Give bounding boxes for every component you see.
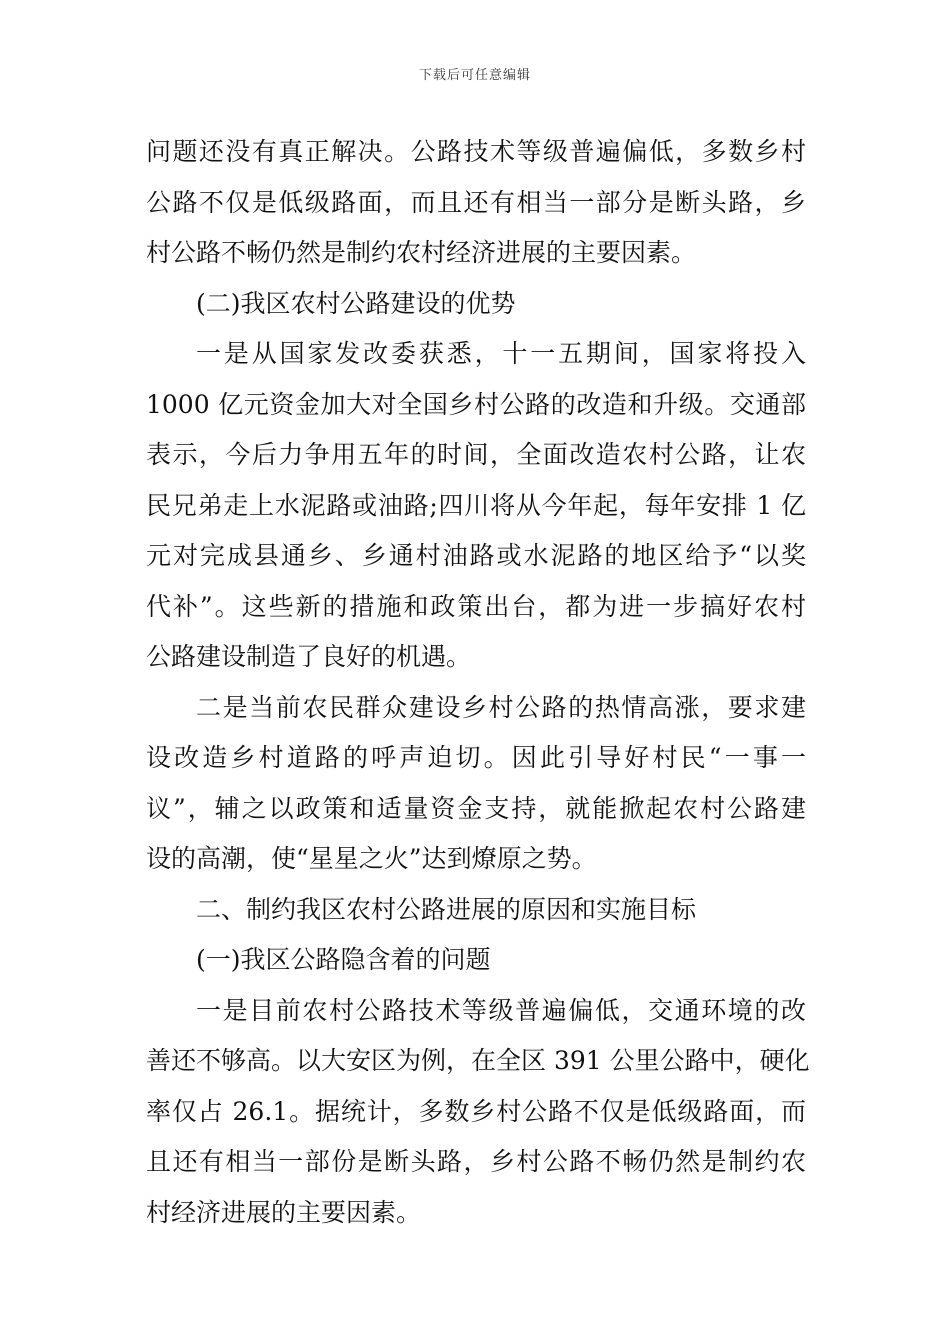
text-line: 村公路不畅仍然是制约农村经济进展的主要因素。 <box>146 238 697 267</box>
paragraph-problem-one <box>146 986 810 1239</box>
text-line: 二、制约我区农村公路进展的原因和实施目标 <box>196 894 697 924</box>
section-heading-problems <box>146 935 806 986</box>
text-line: 率仅占 26.1。据统计，多数乡村公路不仅是低级路面，而 <box>146 1096 806 1126</box>
text-line: 元对完成县通乡、乡通村油路或水泥路的地区给予“以奖 <box>146 541 806 570</box>
text-line: (二)我区农村公路建设的优势 <box>196 288 516 318</box>
text-line: 1000 亿元资金加大对全国乡村公路的改造和升级。交通部 <box>146 389 806 419</box>
text-line: 设的高潮，使“星星之火”达到燎原之势。 <box>146 844 597 873</box>
text-line: 表示，今后力争用五年的时间，全面改造农村公路，让农 <box>146 440 806 469</box>
text-line: 村经济进展的主要因素。 <box>146 1197 422 1227</box>
text-line: 公路不仅是低级路面，而且还有相当一部分是断头路，乡 <box>146 187 806 217</box>
text-line: 民兄弟走上水泥路或油路;四川将从今年起，每年安排 1 亿 <box>146 490 806 520</box>
text-line: 设改造乡村道路的呼声迫切。因此引导好村民“一事一 <box>146 743 806 772</box>
text-line: 一是从国家发改委获悉，十一五期间，国家将投入 <box>196 339 806 368</box>
text-line: 且还有相当一部份是断头路，乡村公路不畅仍然是制约农 <box>146 1147 806 1176</box>
paragraph-advantage-two <box>146 683 806 885</box>
section-heading-advantages <box>146 279 806 330</box>
document-body <box>146 127 810 1238</box>
section-heading-causes <box>146 885 806 936</box>
text-line: 代补”。这些新的措施和政策出台，都为进一步搞好农村 <box>146 591 806 621</box>
paragraph-1 <box>146 127 806 279</box>
text-line: (一)我区公路隐含着的问题 <box>196 945 491 974</box>
text-line: 善还不够高。以大安区为例，在全区 391 公里公路中，硬化 <box>146 1046 810 1075</box>
page-header: 下载后可任意编辑 <box>418 68 531 83</box>
text-line: 一是目前农村公路技术等级普遍偏低，交通环境的改 <box>196 995 806 1025</box>
text-line: 二是当前农民群众建设乡村公路的热情高涨，要求建 <box>196 692 806 722</box>
text-line: 公路建设制造了良好的机遇。 <box>146 642 472 671</box>
paragraph-advantage-one <box>146 329 806 683</box>
text-line: 议”，辅之以政策和适量资金支持，就能掀起农村公路建 <box>146 793 806 823</box>
text-line: 问题还没有真正解决。公路技术等级普遍偏低，多数乡村 <box>146 137 806 166</box>
